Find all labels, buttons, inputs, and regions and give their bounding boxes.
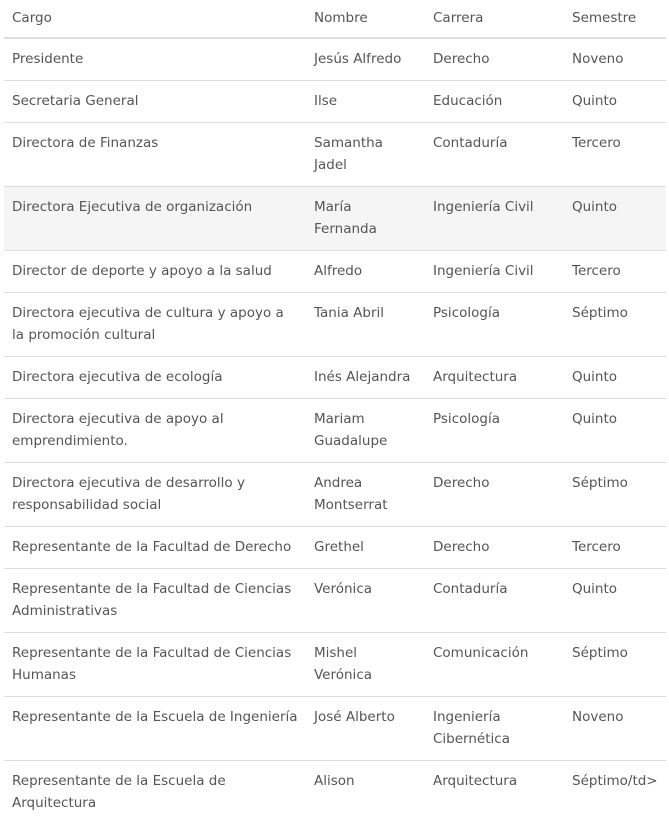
cell-carrera: Psicología [425,399,564,463]
table-row [4,357,666,399]
cell-semestre: Noveno [564,697,666,761]
table-row [4,697,666,761]
cell-nombre: Jesús Alfredo [306,38,425,81]
cell-semestre: Tercero [564,251,666,293]
column-header-carrera: Carrera [425,0,564,38]
table-row [4,293,666,357]
cell-cargo: Representante de la Facultad de Derecho [4,527,306,569]
cell-semestre: Quinto [564,569,666,633]
cell-semestre: Tercero [564,123,666,187]
table-row [4,123,666,187]
cell-nombre: Andrea Montserrat [306,463,425,527]
cell-semestre: Quinto [564,399,666,463]
cell-nombre: Grethel [306,527,425,569]
cell-semestre: Séptimo [564,633,666,697]
table-row [4,761,666,824]
table-row [4,527,666,569]
cell-cargo: Directora de Finanzas [4,123,306,187]
table-row [4,187,666,251]
cell-nombre: Verónica [306,569,425,633]
cell-nombre: Ilse [306,81,425,123]
cell-cargo: Representante de la Facultad de Ciencias Administrativas [4,569,306,633]
cell-nombre: Samantha Jadel [306,123,425,187]
table-row [4,81,666,123]
table-row [4,569,666,633]
cell-carrera: Contaduría [425,569,564,633]
cell-nombre: Inés Alejandra [306,357,425,399]
column-header-nombre: Nombre [306,0,425,38]
cell-carrera: Arquitectura [425,357,564,399]
cell-carrera: Psicología [425,293,564,357]
cell-cargo: Presidente [4,38,306,81]
cell-carrera: Educación [425,81,564,123]
table-row [4,38,666,81]
table-header-row [4,0,666,38]
cell-carrera: Contaduría [425,123,564,187]
column-header-cargo: Cargo [4,0,306,38]
cell-carrera: Ingeniería Civil [425,251,564,293]
cell-semestre: Quinto [564,357,666,399]
cell-semestre: Quinto [564,187,666,251]
cell-semestre: Noveno [564,38,666,81]
cell-carrera: Derecho [425,463,564,527]
cell-cargo: Directora ejecutiva de apoyo al emprendimiento. [4,399,306,463]
cell-cargo: Secretaria General [4,81,306,123]
cell-cargo: Directora ejecutiva de desarrollo y responsabilidad social [4,463,306,527]
cell-carrera: Ingeniería Civil [425,187,564,251]
cell-cargo: Representante de la Facultad de Ciencias Humanas [4,633,306,697]
cell-cargo: Representante de la Escuela de Arquitectura [4,761,306,824]
cell-nombre: Tania Abril [306,293,425,357]
cell-nombre: Alison [306,761,425,824]
directory-table [4,0,666,824]
cell-cargo: Directora Ejecutiva de organización [4,187,306,251]
cell-semestre: Séptimo [564,293,666,357]
cell-nombre: María Fernanda [306,187,425,251]
cell-carrera: Derecho [425,38,564,81]
table-row [4,399,666,463]
cell-cargo: Directora ejecutiva de ecología [4,357,306,399]
cell-carrera: Arquitectura [425,761,564,824]
cell-nombre: Alfredo [306,251,425,293]
cell-nombre: Mariam Guadalupe [306,399,425,463]
cell-carrera: Ingeniería Cibernética [425,697,564,761]
cell-nombre: José Alberto [306,697,425,761]
table-row [4,251,666,293]
cell-cargo: Directora ejecutiva de cultura y apoyo a la promoción cultural [4,293,306,357]
table-row [4,633,666,697]
cell-cargo: Representante de la Escuela de Ingeniería [4,697,306,761]
cell-carrera: Comunicación [425,633,564,697]
cell-cargo: Director de deporte y apoyo a la salud [4,251,306,293]
cell-semestre: Séptimo [564,463,666,527]
cell-semestre: Séptimo/td> [564,761,666,824]
cell-carrera: Derecho [425,527,564,569]
table-row [4,463,666,527]
cell-semestre: Quinto [564,81,666,123]
column-header-semestre: Semestre [564,0,666,38]
cell-nombre: Mishel Verónica [306,633,425,697]
cell-semestre: Tercero [564,527,666,569]
